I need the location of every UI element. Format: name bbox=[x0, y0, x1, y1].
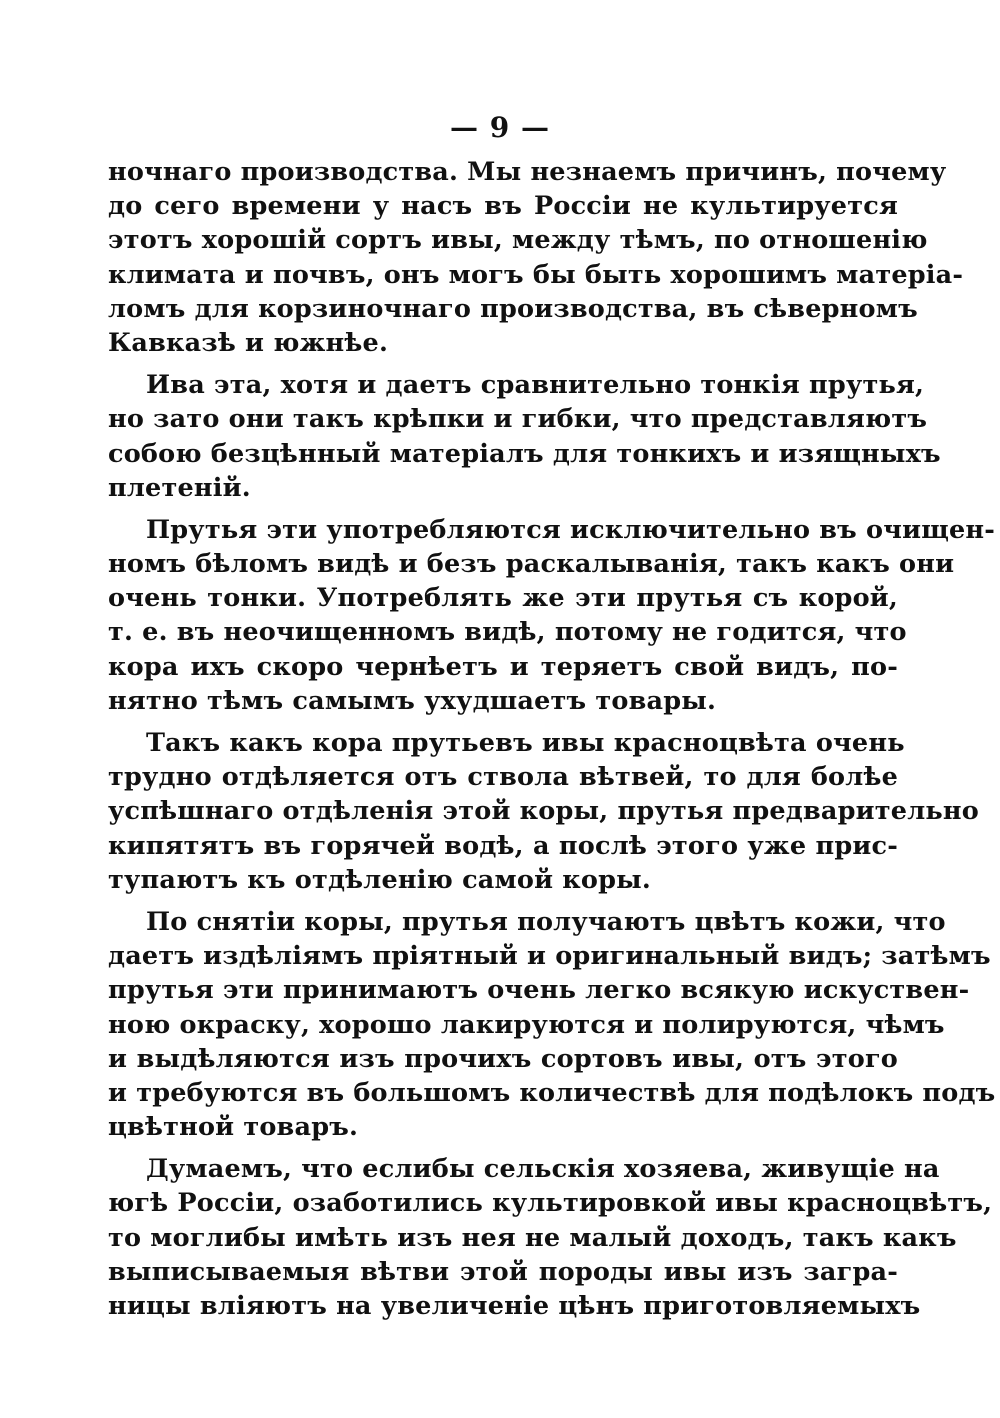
text-line: выписываемыя вѣтви этой породы ивы изъ загра- bbox=[108, 1256, 898, 1287]
text-line: тупаютъ къ отдѣленію самой коры. bbox=[108, 864, 651, 895]
paragraph-6 bbox=[108, 1152, 993, 1323]
paragraph-2 bbox=[108, 368, 941, 505]
body-text bbox=[108, 155, 996, 1331]
text-line: и выдѣляются изъ прочихъ сортовъ ивы, отъ этого bbox=[108, 1043, 898, 1074]
text-line: очень тонки. Употреблять же эти прутья съ корой, bbox=[108, 583, 898, 614]
text-line: По снятіи коры, прутья получаютъ цвѣтъ кожи, что bbox=[146, 906, 946, 937]
text-line: даетъ издѣліямъ пріятный и оригинальный видъ; затѣмъ bbox=[108, 941, 991, 972]
paragraph-1 bbox=[108, 155, 964, 360]
text-line: ночнаго производства. Мы незнаемъ причинъ, почему bbox=[108, 157, 947, 187]
text-line: ницы вліяютъ на увеличеніе цѣнъ приготовляемыхъ bbox=[108, 1291, 921, 1321]
text-line: кипятятъ въ горячей водѣ, а послѣ этого уже прис- bbox=[108, 830, 898, 861]
paragraph-3 bbox=[108, 513, 996, 718]
paragraph-5 bbox=[108, 905, 996, 1144]
text-line: климата и почвъ, онъ могъ бы быть хорошимъ матеріа- bbox=[108, 259, 964, 290]
paragraph-4 bbox=[108, 726, 979, 897]
text-line: Ива эта, хотя и даетъ сравнительно тонкія прутья, bbox=[146, 370, 925, 401]
text-line: номъ бѣломъ видѣ и безъ раскалыванія, такъ какъ они bbox=[108, 549, 955, 580]
text-line: собою безцѣнный матеріалъ для тонкихъ и изящныхъ bbox=[108, 438, 941, 469]
text-line: этотъ хорошій сортъ ивы, между тѣмъ, по отношенію bbox=[108, 225, 928, 256]
text-line: Такъ какъ кора прутьевъ ивы красноцвѣта очень bbox=[146, 728, 905, 758]
text-line: Кавказѣ и южнѣе. bbox=[108, 327, 389, 358]
text-line: ною окраску, хорошо лакируются и полируются, чѣмъ bbox=[108, 1009, 945, 1040]
text-line: плетеній. bbox=[108, 472, 251, 503]
text-line: прутья эти принимаютъ очень легко всякую искуствен- bbox=[108, 975, 970, 1006]
text-line: т. е. въ неочищенномъ видѣ, потому не годится, что bbox=[108, 617, 907, 648]
text-line: трудно отдѣляется отъ ствола вѣтвей, то для болѣе bbox=[108, 762, 898, 793]
page-number: — 9 — bbox=[450, 111, 550, 144]
text-line: югѣ Россіи, озаботились культировкой ивы красноцвѣтъ, bbox=[108, 1188, 993, 1219]
text-line: Прутья эти употребляются исключительно въ очищен- bbox=[146, 514, 996, 545]
text-line: ломъ для корзиночнаго производства, въ сѣверномъ bbox=[108, 293, 918, 324]
text-line: но зато они такъ крѣпки и гибки, что представляютъ bbox=[108, 404, 928, 435]
text-line: Думаемъ, что еслибы сельскія хозяева, живущіе на bbox=[146, 1154, 940, 1185]
text-line: и требуются въ большомъ количествѣ для подѣлокъ подъ bbox=[108, 1077, 996, 1108]
text-line: до сего времени у насъ въ Россіи не культируется bbox=[108, 191, 898, 222]
text-line: кора ихъ скоро чернѣетъ и теряетъ свой видъ, по- bbox=[108, 651, 898, 682]
text-line: успѣшнаго отдѣленія этой коры, прутья предварительно bbox=[108, 796, 979, 827]
text-line: нятно тѣмъ самымъ ухудшаетъ товары. bbox=[108, 685, 717, 716]
text-line: то моглибы имѣть изъ нея не малый доходъ, такъ какъ bbox=[108, 1222, 957, 1253]
text-line: цвѣтной товаръ. bbox=[108, 1112, 359, 1143]
